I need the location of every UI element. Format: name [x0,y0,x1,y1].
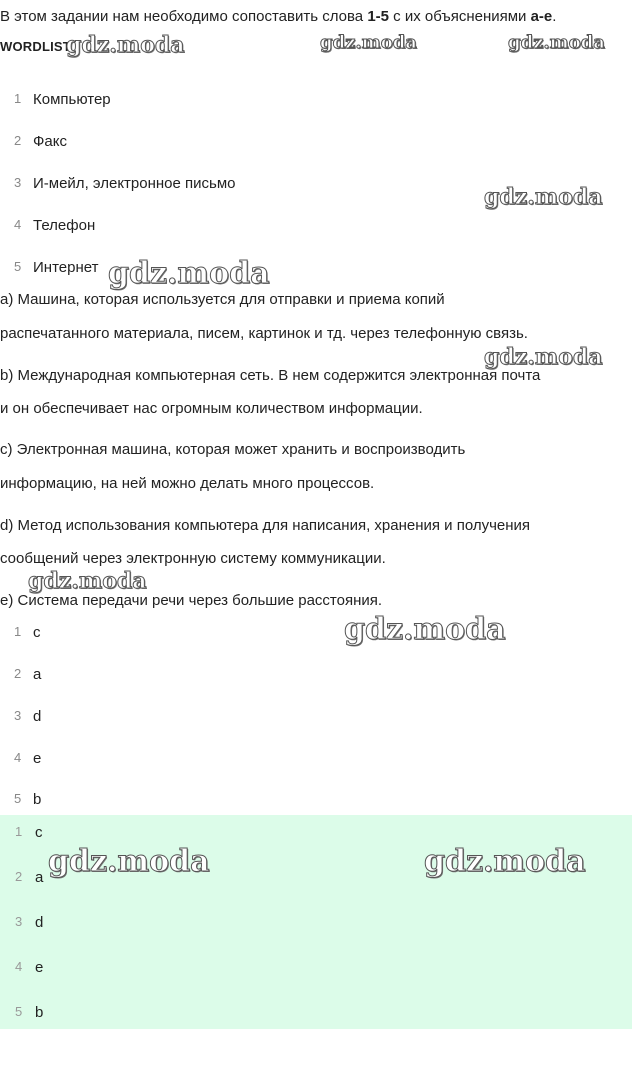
item-text: d [35,914,44,931]
intro-part: В этом задании нам необходимо сопоставить слова [0,8,368,25]
item-text: d [33,708,42,725]
watermark: gdz.moda [66,32,185,58]
watermark: gdz.moda [508,32,605,53]
watermark: gdz.moda [484,344,603,370]
definition-line: a) Машина, которая используется для отправки и приема копий [0,291,445,308]
item-text: a [35,869,44,886]
watermark: gdz.moda [320,32,417,53]
item-text: c [35,824,43,841]
intro-part: . [552,8,557,25]
item-text: Факс [33,133,67,150]
item-number: 3 [14,175,22,190]
item-number: 2 [14,666,22,681]
watermark: gdz.moda [424,844,586,879]
item-number: 2 [15,869,23,884]
definition-line: распечатанного материала, писем, картинок и тд. через телефонную связь. [0,325,528,342]
item-number: 4 [14,217,22,232]
item-text: b [33,791,42,808]
item-text: Телефон [33,217,96,234]
item-number: 5 [15,1004,23,1019]
definition-line: и он обеспечивает нас огромным количеством информации. [0,400,423,417]
item-text: b [35,1004,44,1021]
intro-def-range: a-e [530,8,553,25]
item-number: 4 [14,750,22,765]
item-text: Интернет [33,259,99,276]
item-text: e [33,750,42,767]
intro-word-range: 1-5 [367,8,389,25]
item-text: e [35,959,44,976]
item-text: Компьютер [33,91,111,108]
definition-line: сообщений через электронную систему коммуникации. [0,550,386,567]
item-number: 2 [14,133,22,148]
item-number: 1 [14,624,22,639]
item-number: 1 [15,824,23,839]
item-number: 4 [15,959,23,974]
highlighted-answers [0,815,632,1029]
watermark: gdz.moda [48,844,210,879]
definition-line: информацию, на ней можно делать много процессов. [0,475,375,492]
definition-line: e) Система передачи речи через большие расстояния. [0,592,383,609]
watermark: gdz.moda [484,184,603,210]
watermark: gdz.moda [28,568,147,594]
item-number: 1 [14,91,22,106]
definition-line: b) Международная компьютерная сеть. В нем содержится электронная почта [0,367,541,384]
intro-part: с их объяснениями [389,8,531,25]
item-number: 3 [14,708,22,723]
watermark: gdz.moda [344,612,506,647]
definition-line: d) Метод использования компьютера для написания, хранения и получения [0,517,531,534]
item-text: a [33,666,42,683]
watermark: gdz.moda [108,256,270,291]
item-text: c [33,624,41,641]
intro-text [0,8,556,25]
item-number: 5 [14,259,22,274]
item-number: 3 [15,914,23,929]
item-number: 5 [14,791,22,806]
wordlist-heading: WORDLIST [0,39,71,54]
definition-line: c) Электронная машина, которая может хранить и воспроизводить [0,441,466,458]
item-text: И-мейл, электронное письмо [33,175,236,192]
